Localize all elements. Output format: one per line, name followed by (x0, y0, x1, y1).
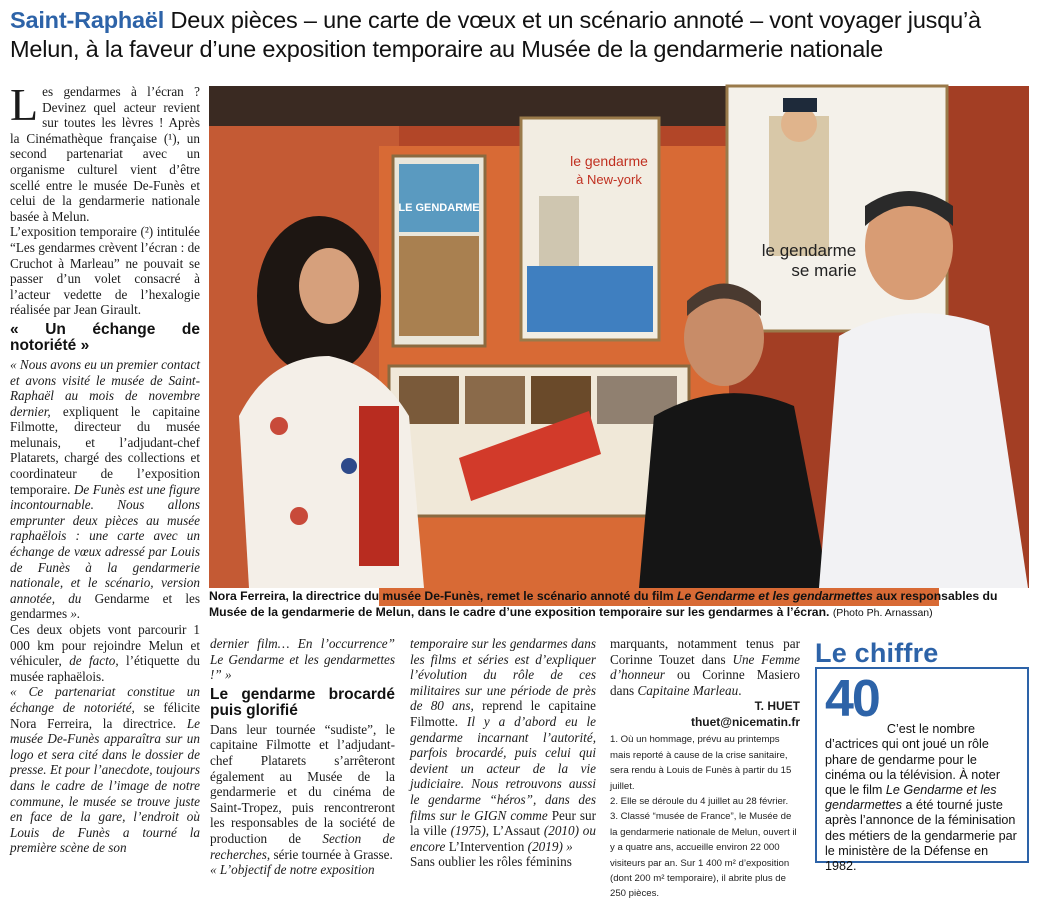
poster-new-york (521, 118, 659, 340)
chiffre-number: 40 (825, 670, 879, 728)
intro-paragraph: es gendarmes à l’écran ? Devinez quel acteur revient sur toutes les lèvres ! Après la Cinémathèque française (¹), un second partenariat avec un organisme culturel vient d’être scellé entre le musée De-Funès et celui de la gendarmerie nationale basée à Melun. (10, 84, 200, 224)
film-quote-end: dernier film… En l’occurrence” Le Gendarme et les gendarmettes !” » (210, 636, 395, 683)
tour-paragraph: Dans leur tournée “sudiste”, le capitaine Filmotte et l’adjudant-chef Platarets s’arrêteront également au Musée de la gendarmerie et du cinéma de Saint-Tropez, puis rencontreront les responsables de la société de production de Section de recherches, série tournée à Grasse. (210, 721, 395, 862)
article-column-1 (10, 79, 201, 868)
footnote-2: 2. Elle se déroule du 4 juillet au 28 février. (610, 796, 789, 807)
poster-le-gendarme (393, 156, 485, 346)
photo-credit: (Photo Ph. Arnassan) (832, 607, 933, 619)
poster2-title: le gendarme (570, 153, 648, 169)
chiffre-box (815, 667, 1029, 874)
marleau-paragraph: marquants, notamment tenus par Corinne Touzet dans Une Femme d’honneur ou Corinne Masiero dans Capitaine Marleau. (610, 636, 800, 698)
evolution-paragraph: temporaire sur les gendarmes dans les films et séries est d’expliquer l’évolution du rôle de ces militaires sur une période de près de 80 ans, reprend le capitaine Filmotte. Il y a d’abord eu le gendarme incarnant l’autorité, parfois brocardé, puis celui qui devient un acteur de la vie judiciaire. Nous retrouvons aussi le gendarme “héros”, dans des films sur le GIGN comme Peur sur la ville (1975), L’Assaut (2010) ou encore L’Intervention (2019) » (410, 636, 596, 854)
article-column-2 (210, 636, 395, 878)
quote-paragraph: « Nous avons eu un premier contact et avons visité le musée de Saint-Raphaël au mois de novembre dernier, expliquent le capitaine Filmotte, directeur du musée melunais, et l’adjudant-chef Platarets, chargé des collections et coordinateur de l’exposition temporaire. De Funès est une figure incontournable. Nous allons emprunter deux pièces au musée raphaëlois : une carte avec un échange de vœux adressé par Louis de Funès à la gendarmerie nationale, et le scénario, version annotée, du Gendarme et les gendarmes ». (10, 356, 201, 622)
exhibition-paragraph: L’exposition temporaire (²) intitulée “Les gendarmes crèvent l’écran : de Cruchot à Marleau” ne pouvait se passer d’un volet consacré à l’acteur vedette de l’hexalogie réalisée par Jean Girault. (10, 224, 201, 318)
objective-paragraph: « L’objectif de notre exposition (210, 862, 375, 878)
poster1-title: LE GENDARME (398, 202, 480, 214)
article-column-3 (410, 636, 596, 868)
poster3-subtitle: se marie (791, 261, 857, 280)
subhead-brocarde: Le gendarme brocardé puis glorifié (210, 685, 395, 719)
photo-caption: Nora Ferreira, la directrice du musée De-Funès, remet le scénario annoté du film Le Gendarme et les gendarmettes aux responsables du Musée de la gendarmerie de Melun, dans le cadre d’une exposition temporaire sur les gendarmes à l’écran. (Photo Ph. Arnassan) (209, 589, 998, 619)
feminine-roles-paragraph: Sans oublier les rôles féminins (410, 854, 572, 870)
subhead-notoriete: « Un échange de notoriété » (10, 320, 200, 354)
chiffre-body: C’est le nombre d’actrices qui ont joué un rôle phare de gendarme pour le cinéma ou la télévision. À noter que le film Le Gendarme et les gendarmettes a été tourné juste après l’annonce de la féminisation des métiers de la gendarmerie par le ministère de la Défense en 1982. (825, 722, 1017, 874)
poster3-title: le gendarme (761, 241, 857, 260)
article-column-4 (610, 636, 800, 900)
headline-text: Deux pièces – une carte de vœux et un scénario annoté – vont voyager jusqu’à Melun, à la faveur d’une exposition temporaire au Musée de la gendarmerie nationale (10, 7, 981, 62)
poster2-subtitle: à New-york (576, 172, 642, 187)
objects-paragraph: Ces deux objets vont parcourir 1 000 km pour rejoindre Melun et véhiculer, de facto, l’étiquette du musée raphaëlois. (10, 622, 200, 684)
footnotes (610, 732, 800, 901)
author-name: T. HUET (754, 699, 800, 714)
headline (10, 6, 1035, 64)
footnote-3: 3. Classé “musée de France”, le Musée de la gendarmerie nationale de Melun, ouvert il y a quatre ans, accueille environ 22 000 visiteurs par an. Sur 1 400 m² d’exposition (dont 200 m² temporaire), il abrite plus de 250 pièces. (610, 811, 797, 900)
footnote-1: 1. Où un hommage, prévu au printemps mais reporté à cause de la crise sanitaire, sera rendu à Louis de Funès à partir du 15 juillet. (610, 734, 792, 792)
chiffre-title: Le chiffre (815, 638, 939, 668)
dropcap: L (10, 79, 39, 130)
partnership-paragraph: « Ce partenariat constitue un échange de notoriété, se félicite Nora Ferreira, la directrice. Le musée De-Funès apparaîtra sur un logo et sera cité dans le dossier de presse. Et pour l’anecdote, toujours dans le cadre de l’image de notre commune, le musée se trouve juste en face de la gare, l’endroit où Louis de Funès a tourné la première scène de son (10, 684, 201, 856)
exhibition-photo (209, 86, 1028, 588)
caption-film: Le Gendarme et les gendarmettes (677, 589, 873, 603)
headline-place: Saint-Raphaël (10, 7, 165, 33)
author-email[interactable]: thuet@nicematin.fr (690, 715, 800, 730)
